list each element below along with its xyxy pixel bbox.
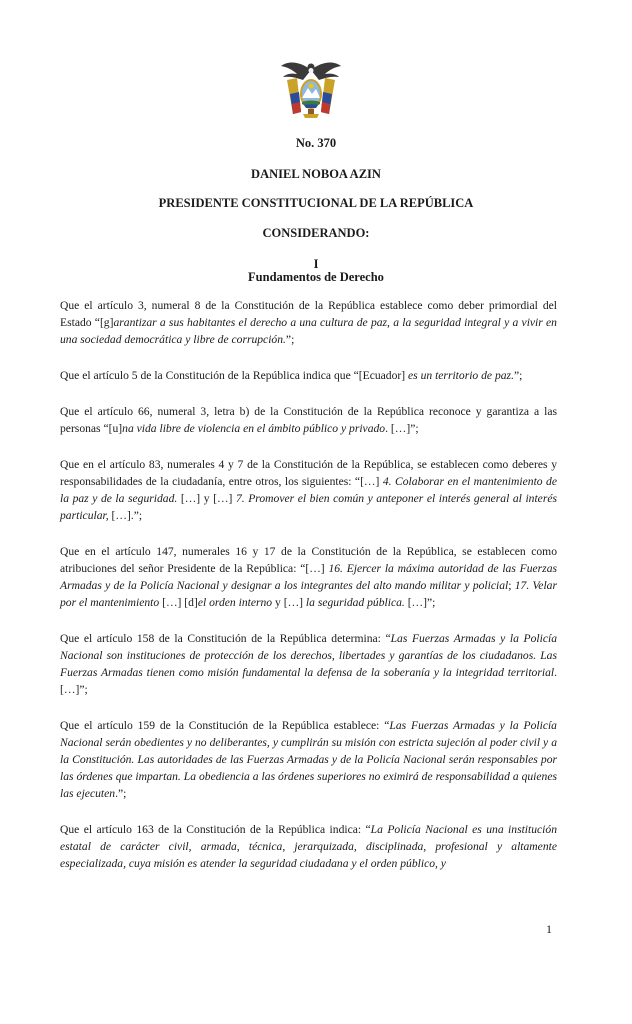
quoted-text: 4. Colaborar en el mantenimiento de la paz y de la seguridad.: [60, 475, 557, 505]
paragraph-text: ;: [508, 579, 515, 592]
quoted-text: 17. Velar por el mantenimiento: [60, 579, 557, 609]
paragraph-text: […].”;: [108, 509, 143, 522]
quoted-text: na vida libre de violencia en el ámbito público y privado: [122, 422, 386, 435]
decree-number: No. 370: [295, 136, 337, 150]
paragraph-text: ”;: [285, 333, 295, 346]
paragraph-text: Que el artículo 5 de la Constitución de la República indica que “[Ecuador]: [60, 369, 409, 382]
paragraph-text: Que el artículo 163 de la Constitución de la República indica: “: [60, 823, 371, 836]
considerando-paragraph: [60, 403, 557, 437]
considerando-paragraph: [60, 456, 557, 524]
paragraph-text: Que el artículo 3, numeral 8 de la Constitución de la República establece como deber primordial del Estado “[g]: [60, 299, 557, 329]
paragraph-text: […]”;: [404, 596, 436, 609]
paragraph-text: y […]: [272, 596, 306, 609]
paragraph-text: […] [d]: [159, 596, 198, 609]
paragraph-text: Que en el artículo 147, numerales 16 y 17 de la Constitución de la República, se establecen como atribuciones del señor Presidente de la República: “[…]: [60, 545, 557, 575]
quoted-text: 7. Promover el bien común y anteponer el interés general al interés particular,: [60, 492, 558, 522]
paragraph-text: ”;: [513, 369, 523, 382]
paragraph-text: .”;: [115, 787, 127, 800]
quoted-text: es un territorio de paz.: [408, 369, 514, 382]
president-title: PRESIDENTE CONSTITUCIONAL DE LA REPÚBLICA: [158, 196, 474, 210]
section-numeral: I: [313, 257, 319, 271]
document-body: [60, 297, 557, 891]
considerando-paragraph: [60, 630, 557, 698]
page-number: 1: [546, 922, 552, 936]
section-title: Fundamentos de Derecho: [248, 270, 384, 284]
condor-right-wing: [311, 63, 341, 80]
paragraph-text: […] y […]: [177, 492, 236, 505]
considerando-paragraph: [60, 367, 557, 384]
paragraph-text: Que el artículo 158 de la Constitución de la República determina: “: [60, 632, 391, 645]
quoted-text: el orden interno: [197, 596, 273, 609]
considerando-paragraph: [60, 297, 557, 348]
paragraph-text: Que el artículo 159 de la Constitución de la República establece: “: [60, 719, 390, 732]
coat-of-arms-icon: [281, 58, 341, 120]
quoted-text: la seguridad pública.: [305, 596, 405, 609]
paragraph-text: . […]”;: [385, 422, 419, 435]
quoted-text: 16. Ejercer la máxima autoridad de las Fuerzas Armadas y de la Policía Nacional y designar a los integrantes del alto mando militar y policial: [60, 562, 558, 592]
quoted-text: Las Fuerzas Armadas y la Policía Nacional son instituciones de protección de los derechos, libertades y garantías de los ciudadanos. Las Fuerzas Armadas tienen como misión fundamental la defensa de la soberanía y la integridad territorial: [60, 632, 557, 679]
paragraph-text: . […]”;: [60, 666, 557, 696]
paragraph-text: Que en el artículo 83, numerales 4 y 7 de la Constitución de la República, se establecen como deberes y responsabilidades de la ciudadanía, entre otros, los siguientes: “[…]: [60, 458, 557, 488]
quoted-text: La Policía Nacional es una institución estatal de carácter civil, armada, técnica, jerarquizada, disciplinada, profesional y altamente especializada, cuya misión es atender la seguridad ciudadana y el orden público, y: [60, 823, 557, 870]
president-name: DANIEL NOBOA AZIN: [251, 167, 381, 181]
considerando-paragraph: [60, 821, 557, 872]
considerando-paragraph: [60, 717, 557, 802]
condor-left-wing: [281, 63, 311, 80]
paragraph-text: Que el artículo 66, numeral 3, letra b) de la Constitución de la República reconoce y garantiza a las personas “[u]: [60, 405, 557, 435]
considerando-paragraph: [60, 543, 557, 611]
quoted-text: Las Fuerzas Armadas y la Policía Nacional serán obedientes y no deliberantes, y cumplirán su misión con estricta sujeción al poder civil y a la Constitución. Las autoridades de las Fuerzas Armadas y de la Policía Nacional serán responsables por las órdenes que impartan. La obediencia a las órdenes superiores no eximirá de responsabilidad a quienes las ejecuten: [60, 719, 557, 800]
quoted-text: arantizar a sus habitantes el derecho a una cultura de paz, a la seguridad integral y a vivir en una sociedad democrática y libre de corrupción.: [60, 316, 557, 346]
considering-heading: CONSIDERANDO:: [262, 226, 370, 240]
